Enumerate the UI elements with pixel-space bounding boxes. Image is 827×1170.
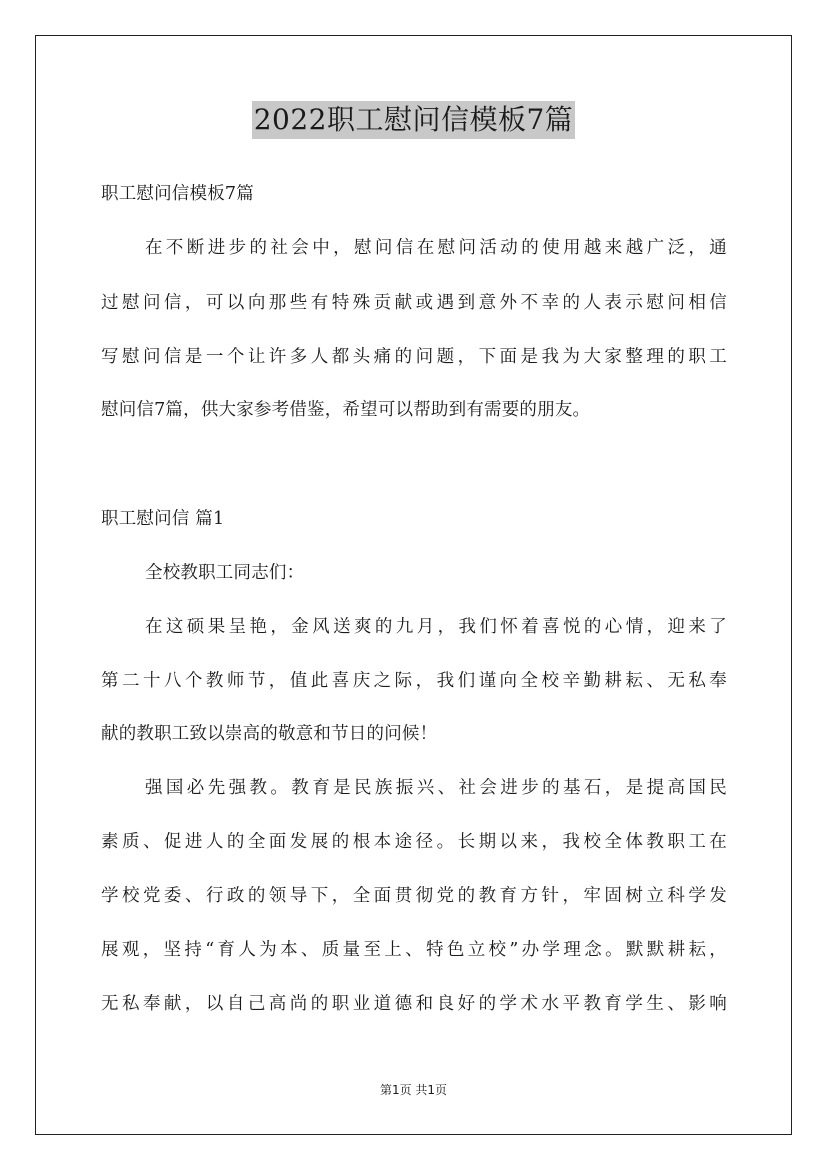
- title-container: [0, 101, 827, 139]
- paragraph-line: 素质、促进人的全面发展的根本途径。长期以来，我校全体教职工在: [101, 832, 727, 852]
- paragraph-line: 强国必先强教。教育是民族振兴、社会进步的基石，是提高国民: [145, 778, 727, 798]
- document-subtitle: 职工慰问信模板7篇: [101, 184, 254, 204]
- intro-line: 在不断进步的社会中，慰问信在慰问活动的使用越来越广泛，通: [145, 238, 727, 258]
- paragraph-line: 献的教职工致以崇高的敬意和节日的问候！: [101, 724, 438, 744]
- intro-line: 过慰问信，可以向那些有特殊贡献或遇到意外不幸的人表示慰问相信: [101, 293, 727, 313]
- paragraph-line: 学校党委、行政的领导下，全面贯彻党的教育方针，牢固树立科学发: [101, 886, 727, 906]
- intro-line: 慰问信7篇，供大家参考借鉴，希望可以帮助到有需要的朋友。: [101, 400, 591, 420]
- page-footer: 第1页 共1页: [379, 1083, 448, 1097]
- paragraph-line: 无私奉献，以自己高尚的职业道德和良好的学术水平教育学生、影响: [101, 994, 727, 1014]
- paragraph-line: 展观，坚持“育人为本、质量至上、特色立校”办学理念。默默耕耘，: [101, 940, 727, 960]
- intro-line: 写慰问信是一个让许多人都头痛的问题，下面是我为大家整理的职工: [101, 347, 727, 367]
- paragraph-line: 第二十八个教师节，值此喜庆之际，我们谨向全校辛勤耕耘、无私奉: [101, 671, 727, 691]
- document-title: 2022职工慰问信模板7篇: [252, 101, 576, 139]
- paragraph-line: 在这硕果呈艳，金风送爽的九月，我们怀着喜悦的心情，迎来了: [145, 617, 727, 637]
- salutation: 全校教职工同志们：: [145, 563, 305, 583]
- section-heading: 职工慰问信 篇1: [101, 509, 225, 529]
